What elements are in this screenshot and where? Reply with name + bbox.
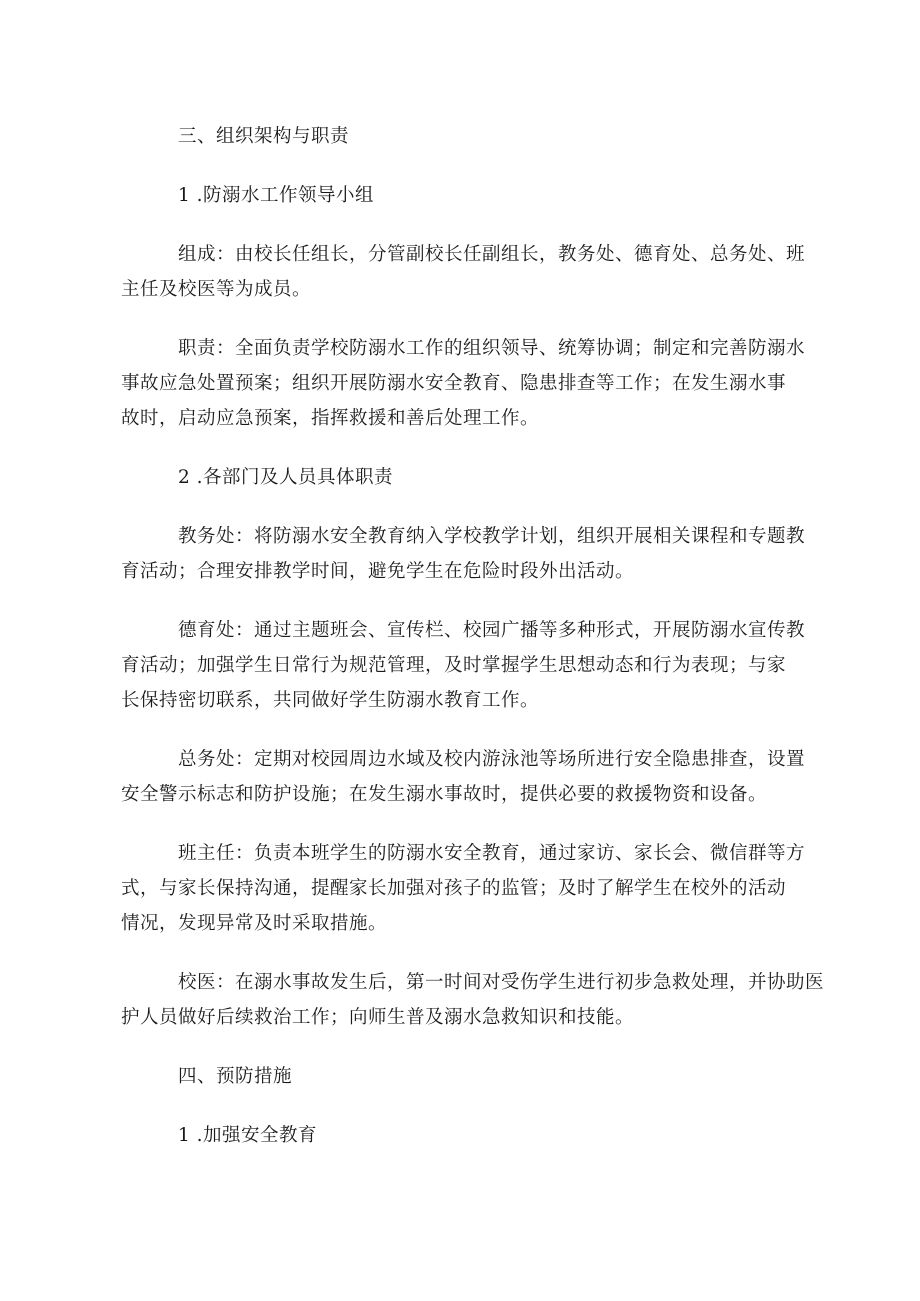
subsection-heading [178, 460, 798, 495]
paragraph-line: 情况，发现异常及时采取措施。 [121, 913, 388, 934]
subsection-heading [178, 178, 798, 213]
section-heading [178, 1059, 798, 1094]
paragraph-line: 班主任：负责本班学生的防溺水安全教育，通过家访、家长会、微信群等方 [178, 843, 806, 864]
paragraph [121, 613, 806, 718]
paragraph-line: 安全警示标志和防护设施；在发生溺水事故时，提供必要的救援物资和设备。 [121, 784, 768, 805]
heading-line: 三、组织架构与职责 [178, 126, 350, 147]
paragraph-line: 事故应急处置预案；组织开展防溺水安全教育、隐患排查等工作；在发生溺水事 [121, 373, 787, 394]
heading-line: 2 .各部门及人员具体职责 [178, 467, 394, 488]
document-body [121, 119, 825, 1153]
paragraph-line: 德育处：通过主题班会、宣传栏、校园广播等多种形式，开展防溺水宣传教 [178, 620, 806, 641]
paragraph-line: 主任及校医等为成员。 [121, 279, 312, 300]
paragraph-line: 教务处：将防溺水安全教育纳入学校教学计划，组织开展相关课程和专题教 [178, 526, 806, 547]
paragraph-line: 护人员做好后续救治工作；向师生普及溺水急救知识和技能。 [121, 1007, 635, 1028]
section-heading [178, 119, 798, 154]
heading-line: 1 .防溺水工作领导小组 [178, 185, 375, 206]
paragraph [121, 519, 806, 589]
paragraph [121, 965, 825, 1035]
paragraph-line: 组成：由校长任组长，分管副校长任副组长，教务处、德育处、总务处、班 [178, 244, 806, 265]
paragraph [121, 742, 806, 812]
paragraph-line: 故时，启动应急预案，指挥救援和善后处理工作。 [121, 408, 540, 429]
paragraph [121, 331, 806, 436]
paragraph-line: 长保持密切联系，共同做好学生防溺水教育工作。 [121, 690, 540, 711]
paragraph-line: 职责：全面负责学校防溺水工作的组织领导、统筹协调；制定和完善防溺水 [178, 338, 806, 359]
paragraph-line: 式，与家长保持沟通，提醒家长加强对孩子的监管；及时了解学生在校外的活动 [121, 878, 787, 899]
paragraph [121, 237, 806, 307]
heading-line: 四、预防措施 [178, 1066, 293, 1087]
paragraph-line: 校医：在溺水事故发生后，第一时间对受伤学生进行初步急救处理，并协助医 [178, 972, 825, 993]
paragraph-line: 育活动；合理安排教学时间，避免学生在危险时段外出活动。 [121, 561, 635, 582]
paragraph [121, 836, 806, 941]
heading-line: 1 .加强安全教育 [178, 1125, 318, 1146]
paragraph-line: 育活动；加强学生日常行为规范管理，及时掌握学生思想动态和行为表现；与家 [121, 655, 787, 676]
subsection-heading [178, 1118, 798, 1153]
paragraph-line: 总务处：定期对校园周边水域及校内游泳池等场所进行安全隐患排查，设置 [178, 749, 806, 770]
